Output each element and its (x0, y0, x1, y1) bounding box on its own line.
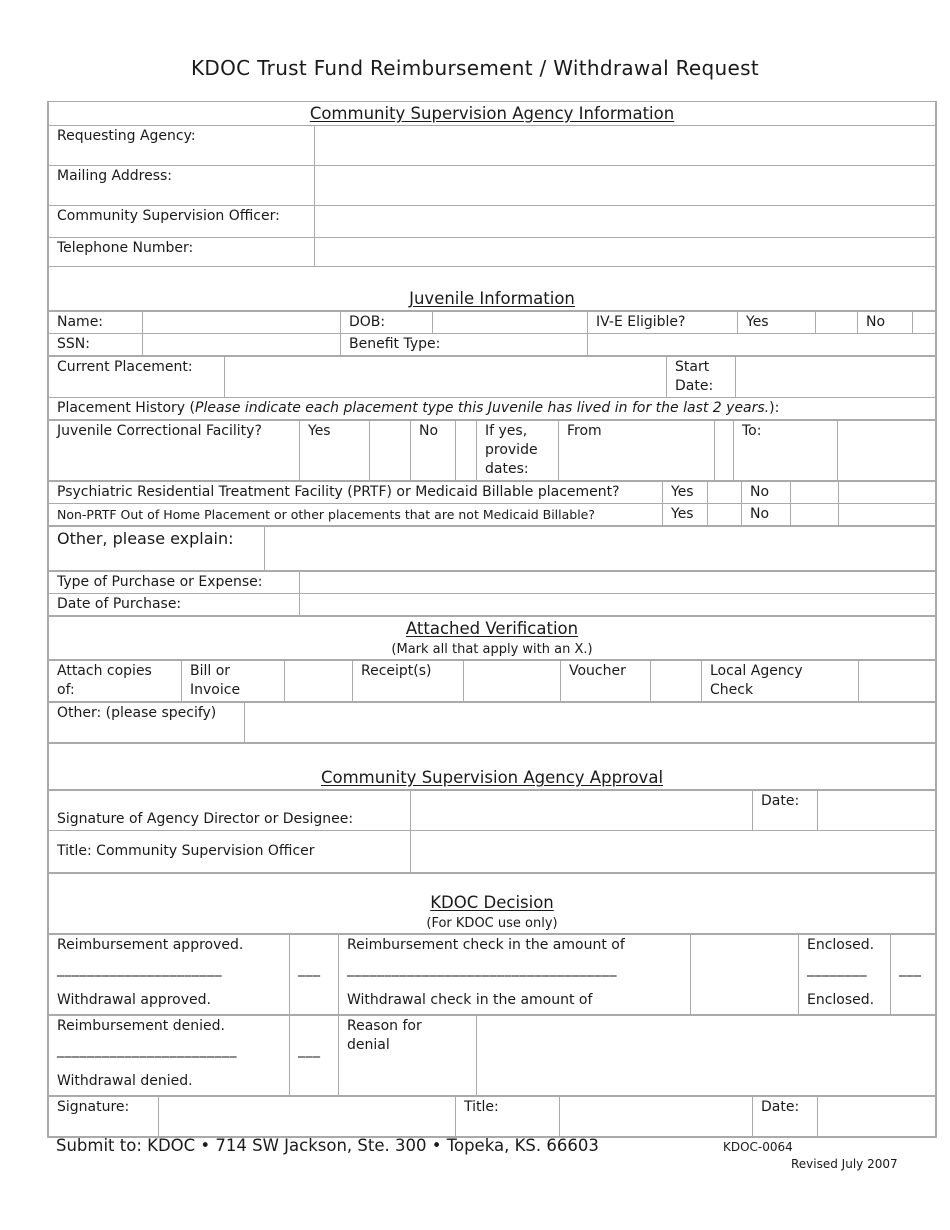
purchase-rows (48, 571, 936, 616)
decision-approved-row (48, 934, 936, 1015)
prtf-no-box[interactable] (791, 482, 839, 504)
start-date-label: Start Date: (667, 357, 736, 398)
approved-mark: ___ (298, 961, 321, 977)
kdoc-date-label: Date: (753, 1097, 818, 1137)
juvenile-name-rows (48, 311, 936, 356)
approved-mark-cell[interactable] (290, 935, 339, 1015)
non-prtf-extra (839, 504, 936, 526)
dob-field[interactable] (433, 312, 588, 334)
decision-section (48, 873, 936, 934)
jcf-no-box[interactable] (456, 421, 477, 481)
agency-heading: Community Supervision Agency Information (309, 104, 675, 123)
local-check-label: Local Agency Check (702, 661, 859, 702)
ive-yes-box[interactable] (816, 312, 858, 334)
request-form (47, 101, 937, 1138)
form-code: KDOC-0064 (723, 1140, 793, 1154)
enclosed-label-2: Enclosed. (807, 992, 875, 1008)
kdoc-title-label: Title: (456, 1097, 560, 1137)
purchase-date-field[interactable] (300, 594, 936, 616)
placement-history-label (49, 398, 936, 420)
jcf-yes-box[interactable] (370, 421, 411, 481)
non-prtf-yes-box[interactable] (708, 504, 742, 526)
name-label: Name: (49, 312, 143, 334)
jcf-no-label: No (411, 421, 456, 481)
submit-address: Submit to: KDOC • 714 SW Jackson, Ste. 300 • Topeka, KS. 66603 (56, 1136, 599, 1155)
prtf-label: Psychiatric Residential Treatment Facility (PRTF) or Medicaid Billable placement? (49, 482, 663, 504)
to-label: To: (734, 421, 838, 481)
history-suffix: ): (769, 400, 780, 416)
signature-label: Signature of Agency Director or Designee: (49, 791, 411, 831)
other-explain-label: Other, please explain: (49, 527, 265, 571)
decision-heading: KDOC Decision (430, 893, 554, 912)
kdoc-signature-field[interactable] (159, 1097, 456, 1137)
reimb-denied-label: Reimbursement denied. (57, 1018, 225, 1034)
non-prtf-yes-label: Yes (663, 504, 708, 526)
juvenile-heading: Juvenile Information (409, 289, 575, 308)
verification-other-label: Other: (please specify) (49, 703, 245, 743)
kdoc-signature-label: Signature: (49, 1097, 159, 1137)
kdoc-date-field[interactable] (818, 1097, 936, 1137)
denied-mark: ___ (298, 1042, 321, 1058)
officer-field[interactable] (315, 206, 936, 238)
local-check-box[interactable] (859, 661, 936, 702)
jcf-yes-label: Yes (300, 421, 370, 481)
current-placement-label: Current Placement: (49, 357, 225, 398)
purchase-type-field[interactable] (300, 572, 936, 594)
current-placement-row (48, 356, 936, 420)
decision-sub: (For KDOC use only) (426, 916, 558, 931)
verification-sub: (Mark all that apply with an X.) (391, 642, 593, 657)
decision-signature-row (48, 1096, 936, 1137)
history-prefix: Placement History ( (57, 400, 196, 416)
denied-cell (49, 1016, 290, 1096)
verification-other-field[interactable] (245, 703, 936, 743)
revision-date: Revised July 2007 (791, 1157, 898, 1171)
reimb-approved-label: Reimbursement approved. (57, 937, 244, 953)
denied-blank: ________________________ (57, 1042, 237, 1058)
approval-date-label: Date: (753, 791, 818, 831)
check-amount-field[interactable] (691, 935, 799, 1015)
withdraw-denied-label: Withdrawal denied. (57, 1073, 193, 1089)
bill-box[interactable] (285, 661, 353, 702)
ssn-field[interactable] (143, 334, 341, 356)
approval-section (48, 743, 936, 790)
receipts-label: Receipt(s) (353, 661, 464, 702)
agency-section (48, 102, 936, 267)
ive-no-label: No (858, 312, 913, 334)
mailing-address-label: Mailing Address: (49, 166, 315, 206)
verification-row (48, 660, 936, 702)
mailing-address-field[interactable] (315, 166, 936, 206)
enclosed-mark-cell[interactable] (891, 935, 936, 1015)
if-yes-label: If yes, provide dates: (477, 421, 559, 481)
benefit-field[interactable] (588, 334, 936, 356)
approval-heading: Community Supervision Agency Approval (320, 768, 664, 787)
dob-label: DOB: (341, 312, 433, 334)
approval-date-field[interactable] (818, 791, 936, 831)
prtf-extra (839, 482, 936, 504)
voucher-label: Voucher (561, 661, 651, 702)
jcf-label: Juvenile Correctional Facility? (49, 421, 300, 481)
prtf-yes-label: Yes (663, 482, 708, 504)
approval-title-field[interactable] (411, 831, 936, 873)
start-date-field[interactable] (736, 357, 936, 398)
voucher-box[interactable] (651, 661, 702, 702)
form-title: KDOC Trust Fund Reimbursement / Withdrawal Request (191, 56, 759, 80)
approval-rows (48, 790, 936, 873)
approved-cell (49, 935, 290, 1015)
telephone-field[interactable] (315, 238, 936, 267)
prtf-no-label: No (742, 482, 791, 504)
to-field[interactable] (838, 421, 936, 481)
purchase-type-label: Type of Purchase or Expense: (49, 572, 300, 594)
non-prtf-no-box[interactable] (791, 504, 839, 526)
receipts-box[interactable] (464, 661, 561, 702)
benefit-label: Benefit Type: (341, 334, 588, 356)
ive-no-box[interactable] (913, 312, 936, 334)
jcf-row (48, 420, 936, 481)
requesting-agency-label: Requesting Agency: (49, 126, 315, 166)
current-placement-field[interactable] (225, 357, 667, 398)
enclosed-label-1: Enclosed. (807, 937, 875, 953)
kdoc-title-field[interactable] (560, 1097, 753, 1137)
verification-heading: Attached Verification (405, 619, 579, 638)
from-field[interactable] (715, 421, 734, 481)
signature-field[interactable] (411, 791, 753, 831)
withdraw-check-label: Withdrawal check in the amount of (347, 992, 593, 1008)
attach-label: Attach copies of: (49, 661, 182, 702)
decision-denied-row (48, 1015, 936, 1096)
approval-title-label: Title: Community Supervision Officer (49, 831, 411, 873)
requesting-agency-field[interactable] (315, 126, 936, 166)
from-label: From (559, 421, 715, 481)
other-explain-field[interactable] (265, 527, 936, 571)
prtf-yes-box[interactable] (708, 482, 742, 504)
denied-mark-cell[interactable] (290, 1016, 339, 1096)
other-explain-row (48, 526, 936, 571)
ive-label: IV-E Eligible? (588, 312, 738, 334)
withdraw-approved-label: Withdrawal approved. (57, 992, 211, 1008)
telephone-label: Telephone Number: (49, 238, 315, 267)
check-amount-cell (339, 935, 691, 1015)
non-prtf-label: Non-PRTF Out of Home Placement or other placements that are not Medicaid Billable? (49, 504, 663, 526)
reason-field[interactable] (477, 1016, 936, 1096)
name-field[interactable] (143, 312, 341, 334)
bill-label: Bill or Invoice (182, 661, 285, 702)
non-prtf-no-label: No (742, 504, 791, 526)
history-instructions: Please indicate each placement type this Juvenile has lived in for the last 2 years. (195, 400, 770, 416)
enclosed-blank: ________ (807, 961, 867, 977)
enclosed-mark: ___ (899, 961, 922, 977)
juvenile-section (48, 267, 936, 311)
ssn-label: SSN: (49, 334, 143, 356)
prtf-rows (48, 481, 936, 526)
enclosed-cell (799, 935, 891, 1015)
verification-section (48, 616, 936, 660)
check-blank: ____________________________________ (347, 961, 617, 977)
purchase-date-label: Date of Purchase: (49, 594, 300, 616)
reason-label: Reason for denial (339, 1016, 477, 1096)
verification-other-row (48, 702, 936, 743)
reimb-check-label: Reimbursement check in the amount of (347, 937, 625, 953)
ive-yes-label: Yes (738, 312, 816, 334)
approved-blank: ______________________ (57, 961, 222, 977)
officer-label: Community Supervision Officer: (49, 206, 315, 238)
